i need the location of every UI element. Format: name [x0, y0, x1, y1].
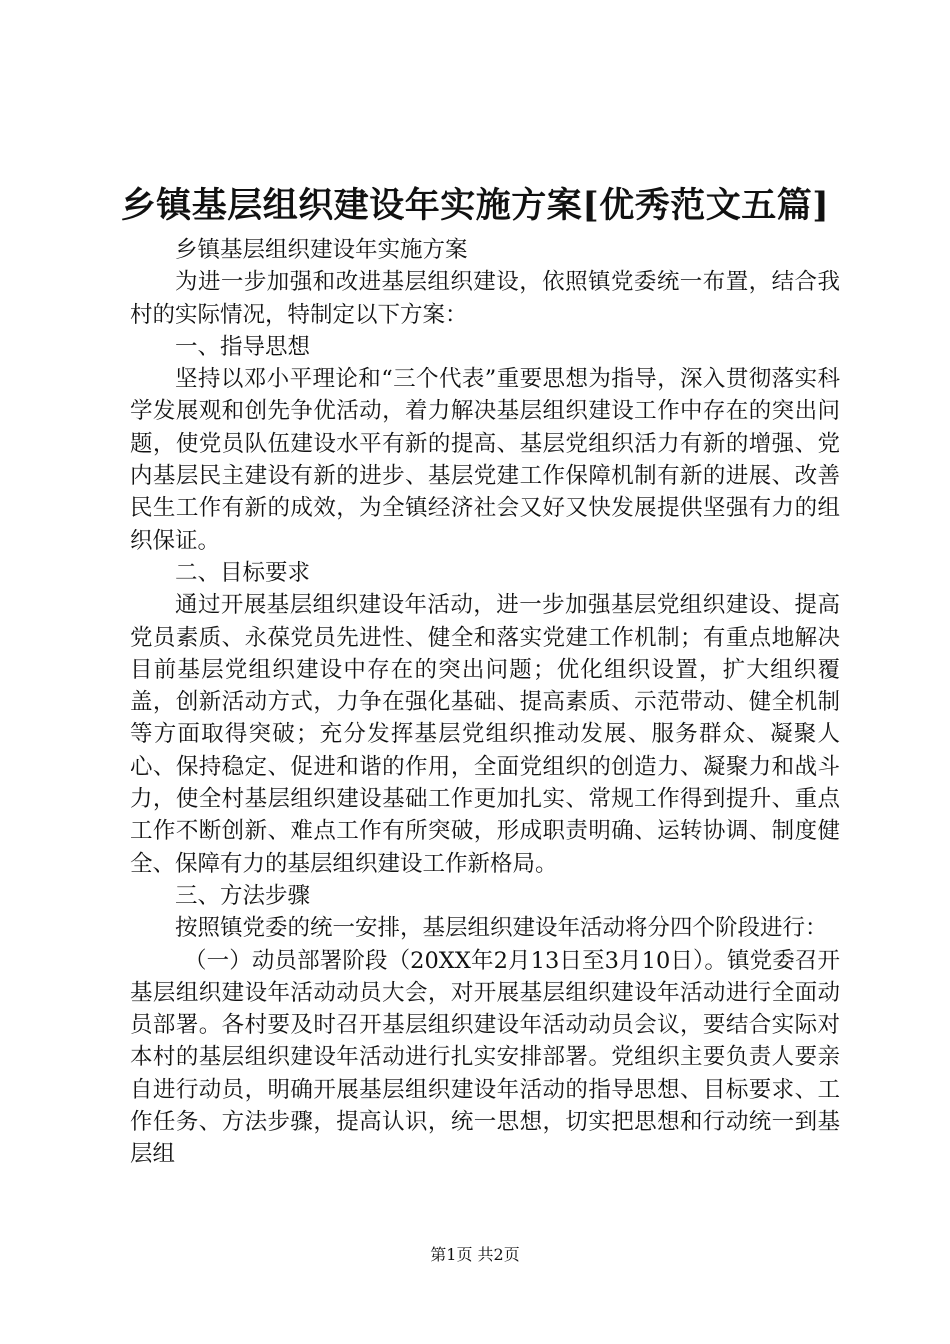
phase-one-paragraph: （一）动员部署阶段（20XX年2月13日至3月10日）。镇党委召开基层组织建设年活动动员大会，对开展基层组织建设年活动进行全面动员部署。各村要及时召开基层组织建设年活动动员会议，要结合实际对本村的基层组织建设年活动进行扎实安排部署。党组织主要负责人要亲自进行动员，明确开展基层组织建设年活动的指导思想、目标要求、工作任务、方法步骤，提高认识，统一思想，切实把思想和行动统一到基层组: [130, 947, 840, 1168]
intro-paragraph: 为进一步加强和改进基层组织建设，依照镇党委统一布置，结合我村的实际情况，特制定以下方案：: [130, 269, 840, 328]
section-heading-guiding-thought: 一、指导思想: [175, 333, 311, 360]
section-heading-methods: 三、方法步骤: [175, 882, 311, 909]
page-number-footer: 第1页 共2页: [430, 1245, 520, 1264]
document-title: 乡镇基层组织建设年实施方案[优秀范文五篇]: [120, 185, 830, 226]
subtitle-paragraph: 乡镇基层组织建设年实施方案: [175, 237, 468, 263]
document-body: [130, 234, 840, 1171]
methods-paragraph: 按照镇党委的统一安排，基层组织建设年活动将分四个阶段进行：: [175, 915, 828, 942]
guiding-thought-paragraph: 坚持以邓小平理论和“三个代表”重要思想为指导，深入贯彻落实科学发展观和创先争优活动，着力解决基层组织建设工作中存在的突出问题，使党员队伍建设水平有新的提高、基层党组织活力有新的增强、党内基层民主建设有新的进步、基层党建工作保障机制有新的进展、改善民生工作有新的成效，为全镇经济社会又好又快发展提供坚强有力的组织保证。: [130, 366, 840, 554]
goals-paragraph: 通过开展基层组织建设年活动，进一步加强基层党组织建设、提高党员素质、永葆党员先进性、健全和落实党建工作机制；有重点地解决目前基层党组织建设中存在的突出问题；优化组织设置，扩大组织覆盖，创新活动方式，力争在强化基础、提高素质、示范带动、健全机制等方面取得突破；充分发挥基层党组织推动发展、服务群众、凝聚人心、保持稳定、促进和谐的作用，全面党组织的创造力、凝聚力和战斗力，使全村基层组织建设基础工作更加扎实、常规工作得到提升、重点工作不断创新、难点工作有所突破，形成职责明确、运转协调、制度健全、保障有力的基层组织建设工作新格局。: [130, 592, 840, 877]
section-heading-goals: 二、目标要求: [175, 559, 311, 586]
